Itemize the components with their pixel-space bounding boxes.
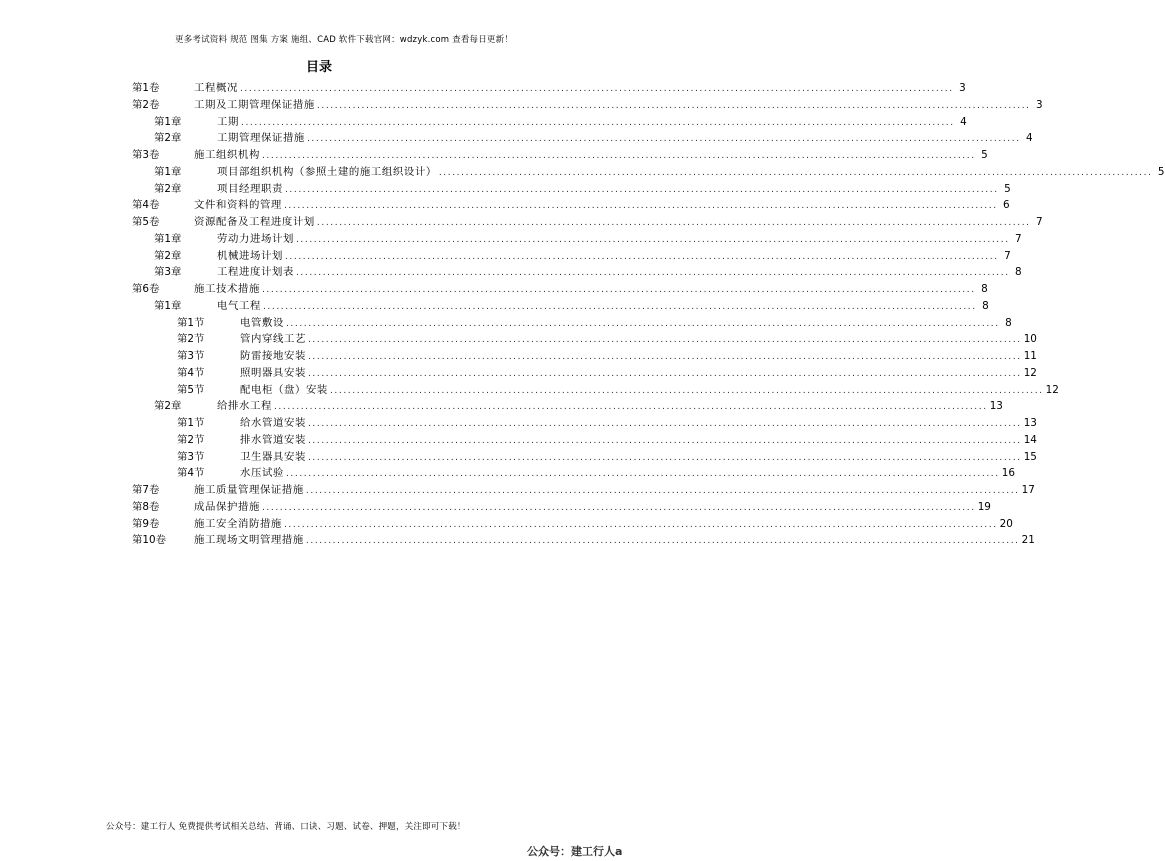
toc-entry-page: 6: [1003, 199, 1010, 212]
toc-entry-page: 16: [1001, 467, 1015, 480]
toc-entry-page: 20: [999, 517, 1013, 530]
toc-entry-number: 第1章: [154, 165, 182, 178]
toc-entry-label: 给水管道安装: [240, 417, 306, 429]
toc-entry-page: 7: [1036, 216, 1043, 228]
toc-entry-page: 7: [1015, 232, 1022, 245]
toc-entry[interactable]: [0, 265, 1022, 280]
toc-entry-body: [194, 282, 988, 298]
dot-leader: ................................................................................................................................................................: [307, 335, 1022, 346]
toc-entry-page: 13: [1023, 417, 1037, 429]
dot-leader: ................................................................................................................................................................: [316, 218, 1031, 228]
toc-entry-number: 第7卷: [132, 484, 160, 496]
toc-entry[interactable]: [0, 416, 1037, 431]
toc-entry-number: 第9卷: [132, 517, 160, 530]
toc-entry[interactable]: [0, 483, 1035, 498]
toc-entry[interactable]: [0, 215, 1043, 230]
toc-entry-label: 施工组织机构: [194, 149, 260, 161]
toc-entry-body: [194, 517, 1013, 533]
toc-entry-number: 第1卷: [132, 82, 160, 94]
toc-entry-label: 管内穿线工艺: [240, 333, 306, 346]
toc-entry[interactable]: [0, 182, 1011, 197]
toc-entry-number: 第4卷: [132, 199, 160, 212]
toc-entry-body: [194, 148, 988, 164]
toc-entry-label: 照明器具安装: [240, 366, 306, 379]
toc-entry-body: [194, 483, 1035, 499]
toc-entry-number: 第3节: [177, 350, 205, 362]
toc-entry-page: 10: [1023, 333, 1037, 346]
dot-leader: ................................................................................................................................................................: [307, 352, 1022, 362]
toc-entry-number: 第2章: [154, 132, 182, 145]
toc-entry-body: [194, 500, 991, 516]
toc-entry-number: 第2章: [154, 182, 182, 195]
toc-entry[interactable]: [0, 249, 1011, 264]
toc-entry[interactable]: [0, 533, 1035, 548]
page-footer-note: 公众号：建工行人 免费提供考试相关总结、背诵、口诀、习题、试卷、押题，关注即可下载！: [106, 822, 466, 832]
toc-entry-page: 8: [1005, 316, 1012, 329]
toc-entry-number: 第1章: [154, 299, 182, 312]
toc-entry-body: [217, 299, 989, 315]
dot-leader: ................................................................................................................................................................: [285, 469, 1000, 480]
toc-entry-page: 8: [982, 299, 989, 312]
toc-entry[interactable]: [0, 198, 1010, 213]
toc-entry-label: 排水管道安装: [240, 433, 306, 446]
toc-entry[interactable]: [0, 282, 988, 297]
toc-entry-page: 21: [1021, 534, 1035, 547]
toc-entry-label: 工期及工期管理保证措施: [194, 98, 315, 111]
toc-entry-number: 第2节: [177, 433, 205, 446]
toc-entry-page: 4: [1026, 132, 1033, 145]
toc-entry-number: 第1节: [177, 417, 205, 429]
toc-title: 目录: [305, 60, 332, 75]
toc-entry-label: 工期: [217, 115, 239, 128]
toc-entry-number: 第1章: [154, 115, 182, 128]
toc-entry-page: 7: [1004, 249, 1011, 262]
toc-entry-number: 第6卷: [132, 283, 160, 295]
toc-entry-page: 12: [1045, 383, 1059, 396]
toc-entry-label: 配电柜（盘）安装: [240, 383, 328, 396]
toc-entry-page: 19: [977, 500, 991, 513]
toc-entry[interactable]: [0, 450, 1037, 465]
toc-entry-number: 第3节: [177, 450, 205, 463]
toc-entry-number: 第2卷: [132, 98, 160, 111]
dot-leader: ................................................................................................................................................................: [283, 519, 998, 530]
toc-entry-page: 17: [1021, 484, 1035, 496]
dot-leader: ................................................................................................................................................................: [240, 117, 955, 128]
toc-entry[interactable]: [0, 332, 1037, 347]
toc-entry[interactable]: [0, 349, 1037, 364]
toc-entry[interactable]: [0, 466, 1015, 481]
toc-entry-page: 8: [1015, 266, 1022, 279]
toc-entry-page: 3: [959, 82, 966, 94]
toc-entry-label: 施工技术措施: [194, 283, 260, 295]
toc-entry[interactable]: [0, 517, 1013, 532]
toc-entry-number: 第5卷: [132, 216, 160, 228]
toc-entry[interactable]: [0, 316, 1012, 331]
toc-entry-label: 文件和资料的管理: [194, 199, 282, 212]
toc-entry-body: [217, 265, 1022, 281]
toc-entry-number: 第10卷: [132, 534, 167, 547]
toc-entry-body: [217, 115, 967, 131]
dot-leader: ................................................................................................................................................................: [307, 435, 1022, 446]
toc-entry-label: 给排水工程: [217, 400, 272, 413]
toc-entry-body: [240, 366, 1037, 382]
toc-entry-body: [217, 249, 1011, 265]
toc-entry[interactable]: [0, 165, 1165, 180]
toc-entry-label: 资源配备及工程进度计划: [194, 216, 315, 228]
dot-leader: ................................................................................................................................................................: [307, 452, 1022, 463]
toc-entry-page: 12: [1023, 366, 1037, 379]
dot-leader: ................................................................................................................................................................: [273, 402, 988, 413]
toc-entry-body: [194, 198, 1010, 214]
toc-entry[interactable]: [0, 81, 966, 96]
toc-entry-label: 电管敷设: [240, 316, 284, 329]
toc-entry-number: 第2节: [177, 333, 205, 346]
toc-entry-number: 第5节: [177, 383, 205, 396]
toc-entry-number: 第3章: [154, 266, 182, 279]
dot-leader: ................................................................................................................................................................: [305, 486, 1020, 496]
dot-leader: ................................................................................................................................................................: [283, 201, 998, 212]
toc-entry-label: 项目经理职责: [217, 182, 283, 195]
toc-entry-label: 施工安全消防措施: [194, 517, 282, 530]
dot-leader: ................................................................................................................................................................: [295, 234, 1010, 245]
dot-leader: ................................................................................................................................................................: [261, 502, 976, 513]
toc-entry-number: 第1节: [177, 316, 205, 329]
toc-entry-body: [240, 316, 1012, 332]
dot-leader: ................................................................................................................................................................: [438, 167, 1153, 178]
toc-entry[interactable]: [0, 98, 1043, 113]
toc-entry-label: 卫生器具安装: [240, 450, 306, 463]
toc-entry-label: 水压试验: [240, 467, 284, 480]
toc-entry[interactable]: [0, 148, 988, 163]
dot-leader: ................................................................................................................................................................: [307, 368, 1022, 379]
toc-entry-page: 3: [1036, 98, 1043, 111]
toc-entry-body: [240, 466, 1015, 482]
toc-entry-page: 15: [1023, 450, 1037, 463]
toc-entry-label: 施工现场文明管理措施: [194, 534, 304, 547]
toc-entry-label: 项目部组织机构（参照土建的施工组织设计）: [217, 165, 437, 178]
toc-entry-label: 电气工程: [217, 299, 261, 312]
toc-entry-body: [217, 131, 1033, 147]
toc-entry[interactable]: [0, 433, 1037, 448]
toc-entry-body: [217, 165, 1165, 181]
toc-entry[interactable]: [0, 299, 989, 314]
toc-entry-body: [194, 215, 1043, 231]
dot-leader: ................................................................................................................................................................: [284, 184, 999, 195]
toc-entry-number: 第8卷: [132, 500, 160, 513]
toc-entry-page: 4: [960, 115, 967, 128]
toc-entry[interactable]: [0, 232, 1022, 247]
dot-leader: ................................................................................................................................................................: [295, 268, 1010, 279]
toc-entry-page: 14: [1023, 433, 1037, 446]
toc-entry-label: 工期管理保证措施: [217, 132, 305, 145]
toc-entry-number: 第3卷: [132, 149, 160, 161]
toc-entry-body: [194, 533, 1035, 549]
toc-entry-number: 第4节: [177, 467, 205, 480]
dot-leader: ................................................................................................................................................................: [262, 301, 977, 312]
toc-entry-page: 8: [981, 283, 988, 295]
toc-entry-page: 13: [989, 400, 1003, 413]
dot-leader: ................................................................................................................................................................: [305, 536, 1020, 547]
toc-entry-page: 5: [1157, 165, 1165, 178]
toc-entry-body: [240, 349, 1037, 365]
toc-entry-body: [194, 81, 966, 97]
watermark: 公众号：建工行人a: [527, 845, 623, 858]
toc-entry-page: 11: [1023, 350, 1037, 362]
toc-entry[interactable]: [0, 500, 991, 515]
page-header-note: 更多考试资料 规范 图集 方案 施组、CAD 软件下载官网：wdzyk.com 查看每日更新！: [175, 35, 514, 45]
toc-entry-page: 5: [1004, 182, 1011, 195]
dot-leader: ................................................................................................................................................................: [285, 318, 1000, 329]
toc-entry-page: 5: [981, 149, 988, 161]
toc-entry[interactable]: [0, 383, 1059, 398]
toc-entry[interactable]: [0, 115, 967, 130]
toc-entry-body: [217, 232, 1022, 248]
toc-entry[interactable]: [0, 131, 1033, 146]
dot-leader: ................................................................................................................................................................: [261, 285, 976, 295]
toc-entry-body: [240, 332, 1037, 348]
dot-leader: ................................................................................................................................................................: [329, 385, 1044, 396]
toc-entry-label: 施工质量管理保证措施: [194, 484, 304, 496]
toc-entry-label: 工程进度计划表: [217, 266, 294, 279]
toc-entry-label: 成品保护措施: [194, 500, 260, 513]
toc-entry-body: [240, 450, 1037, 466]
dot-leader: ................................................................................................................................................................: [239, 84, 954, 94]
toc-entry-body: [240, 383, 1059, 399]
toc-entry-body: [240, 416, 1037, 432]
toc-entry-number: 第4节: [177, 366, 205, 379]
toc-entry-label: 劳动力进场计划: [217, 232, 294, 245]
dot-leader: ................................................................................................................................................................: [306, 134, 1021, 145]
toc-entry-body: [217, 399, 1003, 415]
toc-entry[interactable]: [0, 366, 1037, 381]
toc-entry-body: [240, 433, 1037, 449]
toc-entry-label: 机械进场计划: [217, 249, 283, 262]
dot-leader: ................................................................................................................................................................: [307, 419, 1022, 429]
toc-entry-body: [217, 182, 1011, 198]
toc-entry-label: 防雷接地安装: [240, 350, 306, 362]
dot-leader: ................................................................................................................................................................: [261, 151, 976, 161]
toc-entry-body: [194, 98, 1043, 114]
toc-entry-number: 第2章: [154, 249, 182, 262]
toc-entry[interactable]: [0, 399, 1003, 414]
toc-entry-label: 工程概况: [194, 82, 238, 94]
toc-entry-number: 第2章: [154, 400, 182, 413]
dot-leader: ................................................................................................................................................................: [316, 100, 1031, 111]
toc-entry-number: 第1章: [154, 232, 182, 245]
dot-leader: ................................................................................................................................................................: [284, 251, 999, 262]
